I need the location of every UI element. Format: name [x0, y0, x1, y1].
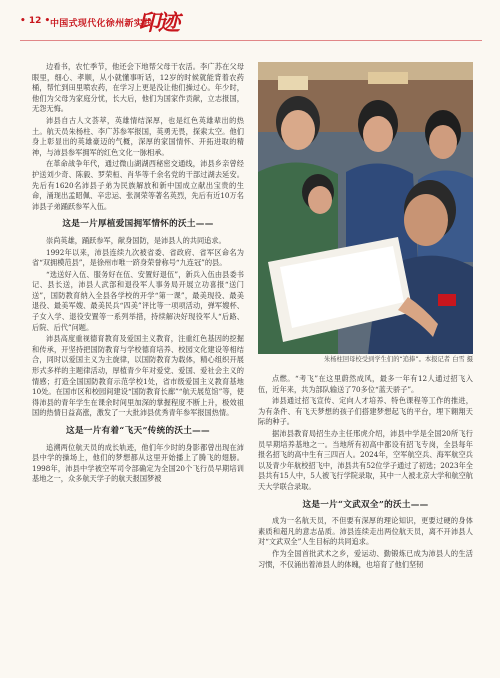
paragraph: 沛县自古人文荟萃，英雄情结深厚，也是红色英雄辈出的热土。航天员朱杨柱、李广苏参军报国，英勇无畏，探索太空。他们身上彰显出的英雄豪迈的气概，深厚的家国情怀、开拓进取的精神，与沛县参军拥军的红色文化一脉相承。: [32, 115, 244, 157]
photo-illustration: [258, 62, 473, 354]
page-header: [0, 0, 500, 44]
subheading: 这是一片厚植爱国拥军情怀的沃土——: [62, 219, 214, 230]
section-title: 中国式现代化徐州新实践: [50, 19, 153, 29]
news-photo: [258, 62, 473, 354]
paragraph: 崇尚英雄，踊跃参军，献身国防，是沛县人的共同追求。: [46, 235, 226, 245]
photo-caption: 朱杨柱回母校受到学生们的“追捧”。本报记者 白雪 摄: [323, 356, 473, 363]
paragraph: 在革命战争年代，通过微山湖湖西秘密交通线，沛县乡亲曾经护送刘少奇、陈毅、罗荣桓、肖华等千余名党的干部过湖去延安。先后有1620名沛县子弟为民族解放和新中国成立献出宝贵的生命，涌现出孟昭佩、辛忠运、张洞荣等著名英烈，先后有近10万名沛县子弟踊跃参军入伍。: [32, 159, 244, 211]
paragraph: 沛县通过招飞宣传、定向人才培养、特色课程等工作的推进，为有条件、有飞天梦想的孩子们搭建梦想起飞的平台，埋下翱翔天际的种子。: [258, 396, 473, 427]
subheading: 这是一片有着“飞天”传统的沃土——: [66, 426, 210, 436]
column-logo: 印迹: [138, 10, 179, 36]
paragraph: 点燃。“考飞”在这里蔚然成风，最多一年有12人通过招飞入伍，近年来，共为部队输送了70多位“蓝天骄子”。: [258, 374, 473, 394]
page-number: • 12 •: [20, 16, 51, 26]
paragraph: 边看书，农忙季节，他还会下地帮父母干农活。李广苏在父母眼里，细心、孝顺，从小就懂事听话，12岁的时候就能背着农药桶，帮忙到田里喷农药，在学习上更是没让他们操过心。年少时，他们为父母为家庭分忧，长大后，他们为国家作贡献，立志报国，无怨无悔。: [32, 62, 244, 114]
left-column: [32, 62, 244, 486]
paragraph: “选送好入伍、服务好在伍、安置好退伍”，新兵入伍由县委书记、县长送，沛县人武部和退役军人事务局开展立功喜报“送门送”，国防教育纳入全县各学校的开学“第一课”，最美现役、最美退役、最美军嫂、最美民兵“四美”评比等一项项活动，弹军嫂杯、子女入学、退役安置等一系列举措，持续解决好现役军人“后路、后院、后代”问题。: [32, 269, 244, 332]
paragraph: 追溯两位航天员的成长轨迹，他们年少时的身影都曾出现在沛县中学的操场上，他们的梦想都从这里开始播上了腾飞的翅膀。1998年，沛县中学被空军司令部确定为全国20个飞行员早期培训基地之一，众多航天学子的航天报国梦被: [32, 442, 244, 484]
paragraph: 据沛县教育局招生办主任邢虎介绍，沛县中学是全国20所飞行员早期培养基地之一。当地所有初高中都设有招飞专岗，全县每年报名招飞的高中生有三四百人。2024年，空军航空兵、海军航空兵以及青少年航校招飞中，沛县共有52位学子通过了初选；2023年全县共有15人中，5人被飞行学院录取，其中一人被北京大学和航空航天大学联合录取。: [258, 428, 473, 491]
subheading: 这是一片“文武双全”的沃土——: [302, 499, 429, 510]
paragraph: 成为一名航天员，不但要有深厚的理论知识，更要过硬的身体素质和超凡的意志品质。沛县连续走出两位航天员，离不开沛县人对“文武双全”人生目标的共同追求。: [258, 516, 473, 547]
header-divider: [20, 40, 482, 41]
right-column: [258, 374, 473, 571]
paragraph: 1992年以来，沛县连续九次被省委、省政府、省军区命名为省“双拥模范县”，是徐州市唯一跻身荣誉称号“九连冠”的县。: [32, 247, 244, 268]
paragraph: 沛县高度重视德育教育及爱国主义教育，注重红色基因的挖掘和传承，开坚持把国防教育与学校德育培养、校园文化建设等相结合，同时以爱国主义为主旋律，以国防教育为载体，精心组织开展形式多样的主题律活动，厚植青少年对爱党、爱国、爱社会主义的情感；打造全国国防教育示范学校1处，省市级爱国主义教育基地10处。在国市区和校园间建设“国防教育长廊”“航天展览馆”等，使得沛县的青年学生在课余时间里加深的掌握程度不断上升，极效祖国的热情日益高涨，激发了一大批沛县优秀青年参军报国热情。: [32, 334, 244, 418]
paragraph: 作为全国首批武术之乡，爱运动、勤锻炼已成为沛县人的生活习惯，不仅涌出着沛县人的体魄，也培育了他们坚韧: [258, 548, 473, 569]
